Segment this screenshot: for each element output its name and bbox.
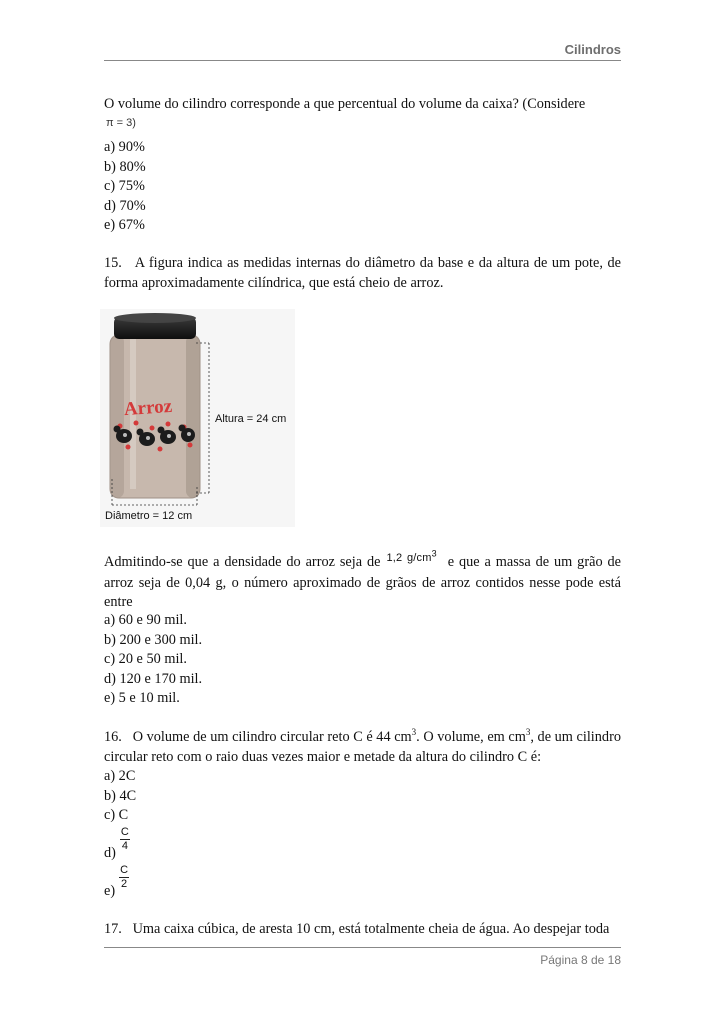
density-base: 1,2 g/cm [386, 552, 432, 564]
q15-option-d: d) 120 e 170 mil. [104, 670, 203, 687]
height-label: Altura = 24 cm [215, 413, 287, 425]
q16-option-e [104, 864, 129, 899]
q15-option-a: a) 60 e 90 mil. [104, 612, 187, 628]
q16-stem-c: , de um cilindro circular reto com o raio duas vezes maior e metade da altura do cilindro C é: [104, 729, 621, 765]
q16-sup-2: 3 [525, 727, 531, 738]
q16-options [104, 767, 136, 826]
q14-option-e: e) 67% [104, 217, 145, 233]
q15-option-e: e) 5 e 10 mil. [104, 690, 180, 706]
q16-sup-1: 3 [411, 727, 417, 738]
q14-stem: O volume do cilindro corresponde a que percentual do volume da caixa? (Considere [104, 96, 586, 112]
fraction-denominator: 2 [121, 878, 128, 890]
q17-stem: Uma caixa cúbica, de aresta 10 cm, está totalmente cheia de água. Ao despejar toda [132, 921, 610, 937]
q15-number: 15. [104, 255, 122, 271]
q14-pi-note: π = 3) [106, 117, 136, 129]
q14-option-c: c) 75% [104, 178, 145, 194]
q14-options [104, 138, 146, 236]
header-title: Cilindros [564, 42, 621, 57]
q17-number: 17. [104, 921, 122, 937]
q15-text-after: e que a massa de um grão de arroz seja de 0,04 g, o número aproximado de grãos de arroz contidos nesse pode está entre [104, 554, 621, 610]
q15-text-before: Admitindo-se que a densidade do arroz seja de [104, 554, 381, 570]
rice-jar-figure [100, 309, 295, 527]
q16-option-a: a) 2C [104, 768, 136, 784]
q16-option-d [104, 826, 130, 861]
q16-stem-block [104, 728, 621, 767]
q15-text [104, 548, 621, 613]
q15-stem: A figura indica as medidas internas do diâmetro da base e da altura de um pote, de forma aproximadamente cilíndrica, que está cheio de arroz. [104, 255, 622, 291]
page-number: Página 8 de 18 [540, 953, 621, 967]
q16-stem-b: . O volume, em cm [416, 729, 526, 745]
fraction-denominator: 4 [121, 840, 128, 852]
q16-option-c: c) C [104, 807, 129, 823]
q16-option-d-prefix: d) [104, 844, 116, 861]
q16-number: 16. [104, 729, 122, 745]
fraction-numerator: C [120, 826, 129, 838]
density-value [386, 548, 437, 564]
q15-option-c: c) 20 e 50 mil. [104, 651, 187, 667]
diameter-label: Diâmetro = 12 cm [105, 510, 193, 522]
q17-stem-block [104, 920, 621, 940]
q14-option-b: b) 80% [104, 158, 146, 175]
q16-option-e-prefix: e) [104, 882, 116, 899]
density-exponent: 3 [431, 548, 437, 559]
q15-stem-block [104, 254, 621, 293]
q16-option-d-fraction [120, 826, 130, 853]
q15-options [104, 611, 202, 709]
q16-option-b: b) 4C [104, 787, 137, 804]
q14-option-a: a) 90% [104, 139, 145, 155]
q14-option-d: d) 70% [104, 197, 146, 214]
header-rule [104, 60, 621, 61]
fraction-numerator: C [120, 864, 129, 876]
q15-option-b: b) 200 e 300 mil. [104, 631, 203, 648]
footer-rule [104, 947, 621, 948]
q16-stem-a: O volume de um cilindro circular reto C é 44 cm [132, 729, 412, 745]
q16-option-e-fraction [119, 864, 129, 891]
jar-label-text: Arroz [123, 395, 173, 421]
